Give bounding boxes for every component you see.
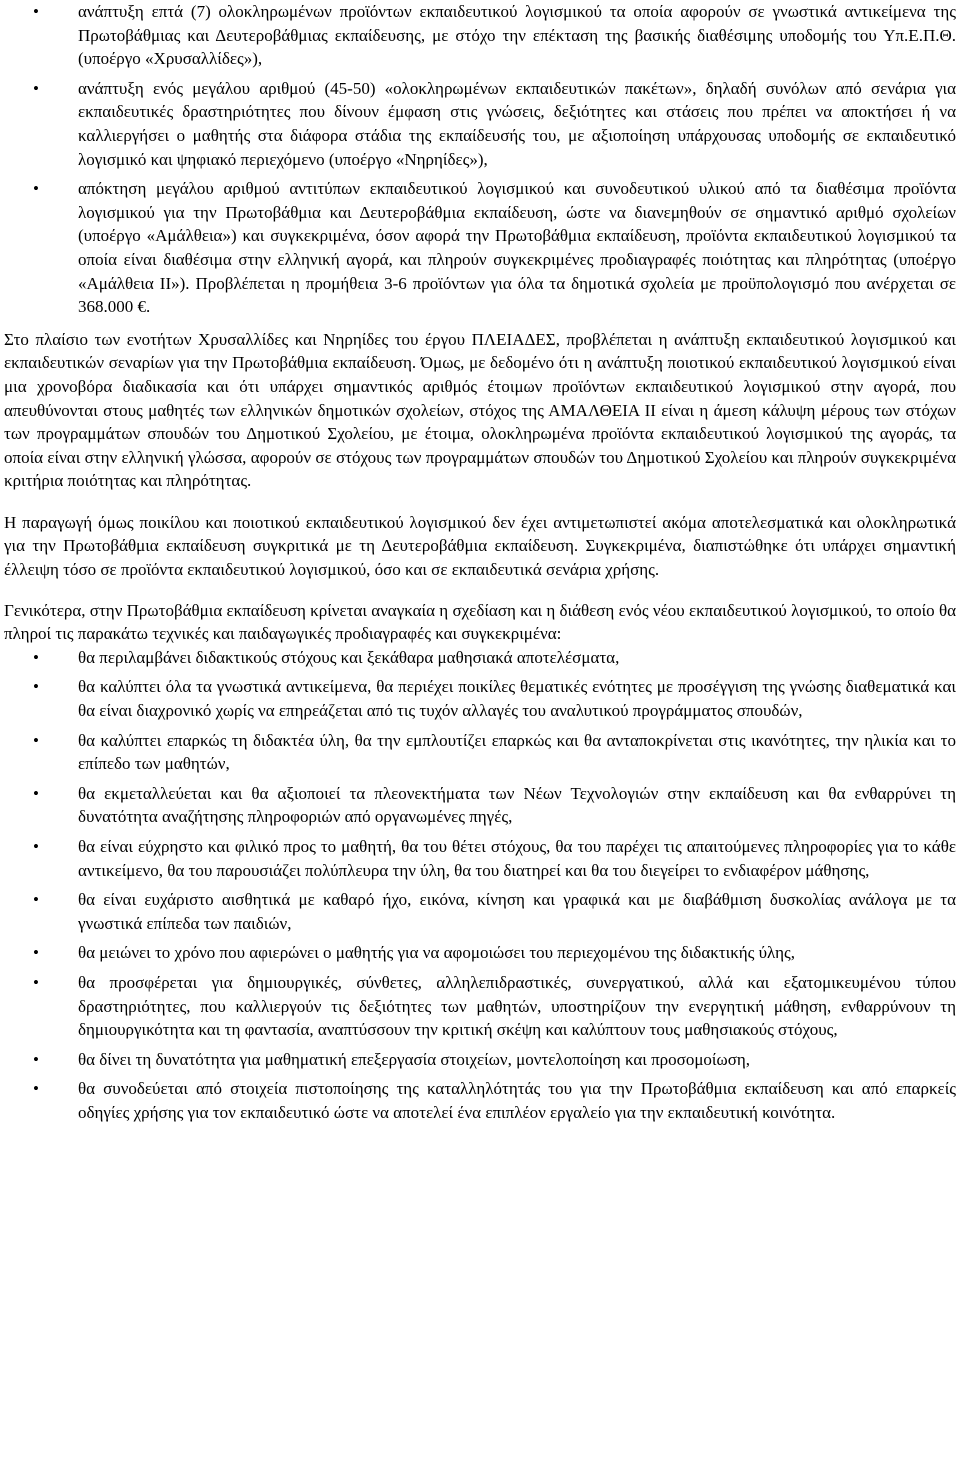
list-item: • θα μειώνει το χρόνο που αφιερώνει ο μαθητής για να αφομοιώσει του περιεχομένου της διδακτικής ύλης, — [4, 941, 956, 965]
paragraph-amaltheia-context: Στο πλαίσιο των ενοτήτων Χρυσαλλίδες και Νηρηίδες του έργου ΠΛΕΙΑΔΕΣ, προβλέπεται η ανάπτυξη εκπαιδευτικού λογισμικού και εκπαιδευτικών σεναρίων για την Πρωτοβάθμια εκπαίδευση. Όμως, με δεδομένο ότι η ανάπτυξη ποιοτικού εκπαιδευτικού λογισμικού είναι μια χρονοβόρα διαδικασία και ότι υπάρχει σημαντικός αριθμός έτοιμων προϊόντων εκπαιδευτικού λογισμικού στην αγορά, που απευθύνονται στους μαθητές των ελληνικών δημοτικών σχολείων, στόχος της ΑΜΑΛΘΕΙΑ ΙΙ είναι η άμεση κάλυψη μέρους των στόχων των προγραμμάτων σπουδών του Δημοτικού Σχολείου, με έτοιμα, ολοκληρωμένα προϊόντα εκπαιδευτικού λογισμικού της αγοράς, τα οποία είναι στην ελληνική γλώσσα, αφορούν σε στόχους των προγραμμάτων σπουδών του Δημοτικού Σχολείου και πληρούν συγκεκριμένα κριτήρια ποιότητας και πληρότητας. — [4, 329, 956, 491]
list-item: • θα καλύπτει όλα τα γνωστικά αντικείμενα, θα περιέχει ποικίλες θεματικές ενότητες με προσέγγιση της γνώσης διαθεματικά και θα είναι διαχρονικό χωρίς να επηρεάζεται από τις τυχόν αλλαγές του αναλυτικού προγράμματος σπουδών, — [4, 675, 956, 722]
software-requirements-list — [4, 646, 956, 1125]
list-item: • απόκτηση μεγάλου αριθμού αντιτύπων εκπαιδευτικού λογισμικού και συνοδευτικού υλικού από τα διαθέσιμα προϊόντα λογισμικού για την Πρωτοβάθμια και Δευτεροβάθμια εκπαίδευση, ώστε να διανεμηθούν σε σημαντικό αριθμό σχολείων (υποέργο «Αμάλθεια») και συγκεκριμένα, όσον αφορά την Πρωτοβάθμια εκπαίδευση, προϊόντα εκπαιδευτικού λογισμικού τα οποία είναι διαθέσιμα στην ελληνική αγορά, και πληρούν συγκεκριμένες προδιαγραφές ποιότητας και πληρότητας (υποέργο «Αμάλθεια ΙΙ»). Προβλέπεται η προμήθεια 3-6 προϊόντων για όλα τα δημοτικά σχολεία με προϋπολογισμό που ανέρχεται σε 368.000 €. — [4, 177, 956, 319]
list-item: • θα δίνει τη δυνατότητα για μαθηματική επεξεργασία στοιχείων, μοντελοποίηση και προσομοίωση, — [4, 1048, 956, 1072]
list-item: • ανάπτυξη ενός μεγάλου αριθμού (45-50) «ολοκληρωμένων εκπαιδευτικών πακέτων», δηλαδή συνόλων από σενάρια για εκπαιδευτικές δραστηριότητες που δίνουν έμφαση στις γνώσεις, δεξιότητες και στάσεις που πρέπει να αποκτήσει ή να καλλιεργήσει ο μαθητής στα διάφορα στάδια της εκπαίδευσής του, με αξιοποίηση υπάρχουσας υποδομής σε εκπαιδευτικό λογισμικό και ψηφιακό περιεχόμενο (υποέργο «Νηρηίδες»), — [4, 77, 956, 171]
list-item: • ανάπτυξη επτά (7) ολοκληρωμένων προϊόντων εκπαιδευτικού λογισμικού τα οποία αφορούν σε γνωστικά αντικείμενα της Πρωτοβάθμιας και Δευτεροβάθμιας εκπαίδευσης, με στόχο την επέκταση της βασικής διαθέσιμης υποδομής του Υπ.Ε.Π.Θ. (υποέργο «Χρυσαλλίδες»), — [4, 0, 956, 71]
project-subtasks-list — [4, 0, 956, 319]
list-item: • θα είναι ευχάριστο αισθητικά με καθαρό ήχο, εικόνα, κίνηση και γραφικά και με διαβάθμιση δυσκολίας ανάλογα με τα γνωστικά επίπεδα των παιδιών, — [4, 888, 956, 935]
paragraph-software-shortage: Η παραγωγή όμως ποικίλου και ποιοτικού εκπαιδευτικού λογισμικού δεν έχει αντιμετωπιστεί ακόμα αποτελεσματικά και ολοκληρωτικά για την Πρωτοβάθμια εκπαίδευση συγκριτικά με τη Δευτεροβάθμια εκπαίδευση. Συγκεκριμένα, διαπιστώθηκε ότι υπάρχει σημαντική έλλειψη τόσο σε προϊόντα εκπαιδευτικού λογισμικού, όσο και σε εκπαιδευτικά σενάρια χρήσης. — [4, 512, 956, 580]
list-item: • θα προσφέρεται για δημιουργικές, σύνθετες, αλληλεπιδραστικές, συνεργατικού, αλλά και εξατομικευμένου τύπου δραστηριότητες, που καλλιεργούν τις δεξιότητες των μαθητών, υποστηρίζουν την ενεργητική μάθηση, ενθαρρύνουν τη δημιουργικότητα και τη φαντασία, αναπτύσσουν την κριτική σκέψη και καλύπτουν τους μαθησιακούς στόχους, — [4, 971, 956, 1042]
list-item: • θα καλύπτει επαρκώς τη διδακτέα ύλη, θα την εμπλουτίζει επαρκώς και θα ανταποκρίνεται στις ικανότητες, την ηλικία και το επίπεδο των μαθητών, — [4, 729, 956, 776]
list-item: • θα εκμεταλλεύεται και θα αξιοποιεί τα πλεονεκτήματα των Νέων Τεχνολογιών στην εκπαίδευση και θα ενθαρρύνει τη δυνατότητα αναζήτησης πληροφοριών από οργανωμένες πηγές, — [4, 782, 956, 829]
list-item: • θα περιλαμβάνει διδακτικούς στόχους και ξεκάθαρα μαθησιακά αποτελέσματα, — [4, 646, 956, 670]
paragraph-requirements-intro: Γενικότερα, στην Πρωτοβάθμια εκπαίδευση κρίνεται αναγκαία η σχεδίαση και η διάθεση ενός νέου εκπαιδευτικού λογισμικού, το οποίο θα πληροί τις παρακάτω τεχνικές και παιδαγωγικές προδιαγραφές και συγκεκριμένα: — [4, 600, 956, 644]
list-item: • θα συνοδεύεται από στοιχεία πιστοποίησης της καταλληλότητάς του για την Πρωτοβάθμια εκπαίδευση και από επαρκείς οδηγίες χρήσης για τον εκπαιδευτικό ώστε να αποτελεί ένα επιπλέον εργαλείο για την εκπαιδευτική κοινότητα. — [4, 1077, 956, 1124]
list-item: • θα είναι εύχρηστο και φιλικό προς το μαθητή, θα του θέτει στόχους, θα του παρέχει τις απαιτούμενες πληροφορίες για το κάθε αντικείμενο, θα του παρουσιάζει πολύπλευρα την ύλη, θα του διατηρεί και θα του διεγείρει το ενδιαφέρον μάθησης, — [4, 835, 956, 882]
